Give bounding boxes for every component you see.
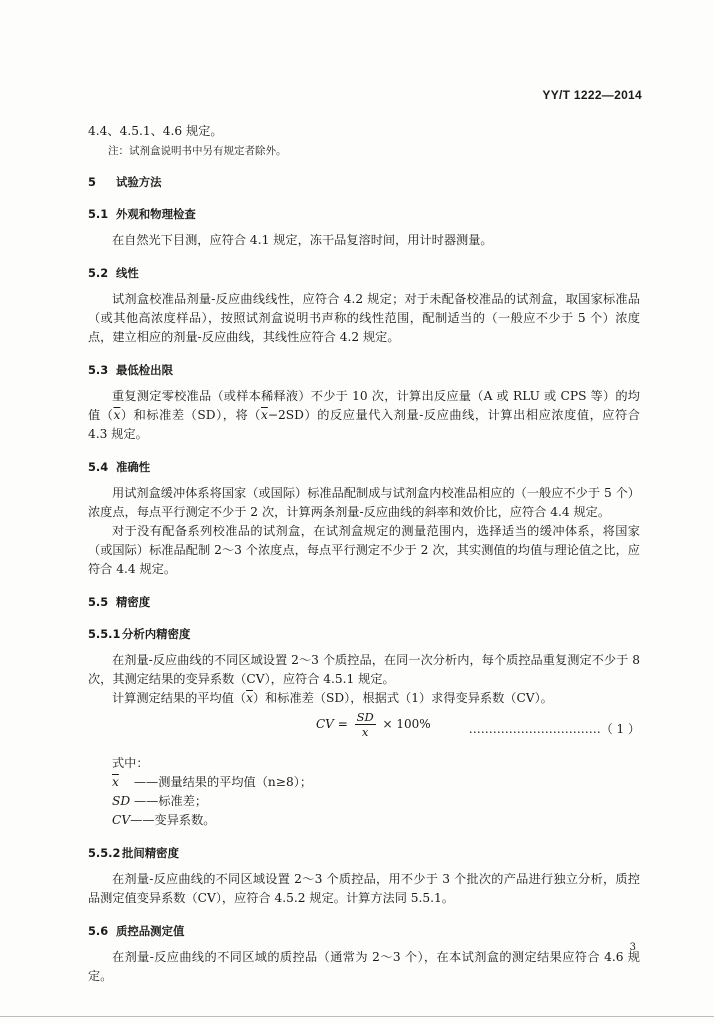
definition-text: ——变异系数。 bbox=[130, 813, 216, 827]
section-title: 试验方法 bbox=[116, 175, 162, 189]
text-run: ）和标准差（SD），根据式（1）求得变异系数（CV）。 bbox=[252, 691, 553, 705]
section-5-1-paragraph: 在自然光下目测，应符合 4.1 规定，冻干品复溶时间，用计时器测量。 bbox=[112, 233, 493, 247]
section-5-5-2-heading bbox=[88, 844, 640, 862]
section-number: 5.5.1 bbox=[88, 627, 121, 641]
section-number: 5.3 bbox=[88, 363, 109, 377]
definition-item bbox=[112, 773, 640, 792]
section-title: 质控品测定值 bbox=[116, 924, 185, 938]
section-5-5-1-heading bbox=[88, 625, 640, 643]
formula-fraction bbox=[355, 710, 376, 739]
text-run: 重复测定零校准品（或样本稀释液）不少于 10 次，计算出反应量（A 或 RLU 或 CPS 等）的均值（ bbox=[88, 389, 640, 422]
intro-note: 注：试剂盒说明书中另有规定者除外。 bbox=[108, 145, 287, 157]
formula-denominator: x bbox=[361, 725, 369, 739]
section-5-5-2-paragraph: 在剂量-反应曲线的不同区域设置 2～3 个质控品，用不少于 3 个批次的产品进行独立分析，质控品测定值变异系数（CV），应符合 4.5.2 规定。计算方法同 5.5.1。 bbox=[88, 872, 640, 905]
section-5-4-heading bbox=[88, 458, 640, 476]
definition-item bbox=[112, 811, 640, 830]
section-5-4-paragraph-1: 用试剂盒缓冲体系将国家（或国际）标准品配制成与试剂盒内校准品相应的（一般应不少于 5 个）浓度点，每点平行测定不少于 2 次，计算两条剂量-反应曲线的斜率和效价比，应符合 4.4 规定。 bbox=[88, 486, 640, 519]
page-content bbox=[88, 122, 640, 986]
section-5-heading bbox=[88, 173, 640, 191]
section-5-5-1-paragraph-1: 在剂量-反应曲线的不同区域设置 2～3 个质控品，在同一次分析内，每个质控品重复测定不少于 8 次，其测定结果的变异系数（CV），应符合 4.5.1 规定。 bbox=[88, 653, 640, 686]
section-number: 5.2 bbox=[88, 266, 109, 280]
section-5-5-heading bbox=[88, 593, 640, 611]
section-number: 5 bbox=[88, 175, 96, 189]
mean-symbol: $\overline{x}$ bbox=[246, 691, 253, 705]
section-5-2-heading bbox=[88, 264, 640, 282]
definition-text: ——标准差； bbox=[130, 794, 208, 808]
definition-text: ——测量结果的平均值（n≥8）； bbox=[130, 775, 313, 789]
formula-rhs: × 100% bbox=[382, 717, 431, 731]
page-number: 3 bbox=[629, 942, 636, 953]
text-run: 计算测定结果的平均值（ bbox=[112, 691, 247, 705]
section-5-3-paragraph bbox=[88, 387, 640, 444]
section-5-3-heading bbox=[88, 361, 640, 379]
section-title: 批间精密度 bbox=[122, 846, 179, 860]
intro-line: 4.4、4.5.1、4.6 规定。 bbox=[88, 124, 223, 138]
section-5-6-paragraph: 在剂量-反应曲线的不同区域的质控品（通常为 2～3 个），在本试剂盒的测定结果应符合 4.6 规定。 bbox=[88, 950, 640, 983]
section-5-2-paragraph: 试剂盒校准品剂量-反应曲线线性，应符合 4.2 规定；对于未配备校准品的试剂盒，取国家标准品（或其他高浓度样品），按照试剂盒说明书声称的线性范围，配制适当的（一般应不少于 5 个）浓度点，建立相应的剂量-反应曲线，其线性应符合 4.2 规定。 bbox=[88, 292, 640, 344]
section-number: 5.4 bbox=[88, 460, 109, 474]
section-5-4-paragraph-2: 对于没有配备系列校准品的试剂盒，在试剂盒规定的测量范围内，选择适当的缓冲体系，将国家（或国际）标准品配制 2～3 个浓度点，每点平行测定不少于 2 次，其实测值的均值与理论值之比，应符合 4.4 规定。 bbox=[88, 524, 640, 576]
bottom-divider bbox=[0, 1016, 714, 1017]
definition-symbol: $\overline{x}$ bbox=[112, 775, 119, 789]
section-5-5-1-paragraph-2 bbox=[88, 689, 640, 708]
standard-code: YY/T 1222—2014 bbox=[542, 88, 642, 102]
section-5-1-heading bbox=[88, 205, 640, 223]
formula-numerator: SD bbox=[356, 710, 374, 724]
section-title: 精密度 bbox=[116, 595, 151, 609]
section-title: 外观和物理检查 bbox=[116, 207, 196, 221]
definition-symbol: CV bbox=[112, 813, 131, 827]
formula-equals: = bbox=[337, 717, 348, 731]
mean-symbol: $\overline{x}$ bbox=[260, 408, 268, 422]
formula-expression bbox=[316, 710, 431, 739]
text-run: −2SD）的反应量代入剂量-反应曲线，计算出相应浓度值，应符合 4.3 规定。 bbox=[88, 408, 640, 441]
section-title: 最低检出限 bbox=[116, 363, 173, 377]
section-number: 5.6 bbox=[88, 924, 109, 938]
text-run: ）和标准差（SD），将（ bbox=[120, 408, 261, 422]
formula-1 bbox=[88, 710, 640, 750]
where-label: 式中： bbox=[112, 756, 149, 770]
section-number: 5.1 bbox=[88, 207, 109, 221]
section-5-6-heading bbox=[88, 922, 640, 940]
formula-number: ……………………………（ 1 ） bbox=[468, 722, 640, 736]
mean-symbol: $\overline{x}$ bbox=[113, 408, 121, 422]
definition-symbol: SD bbox=[112, 794, 131, 808]
definition-item bbox=[112, 792, 640, 811]
section-title: 线性 bbox=[116, 266, 139, 280]
section-title: 准确性 bbox=[116, 460, 151, 474]
formula-lhs: CV bbox=[316, 717, 334, 731]
section-number: 5.5.2 bbox=[88, 846, 121, 860]
section-number: 5.5 bbox=[88, 595, 109, 609]
section-title: 分析内精密度 bbox=[122, 627, 191, 641]
